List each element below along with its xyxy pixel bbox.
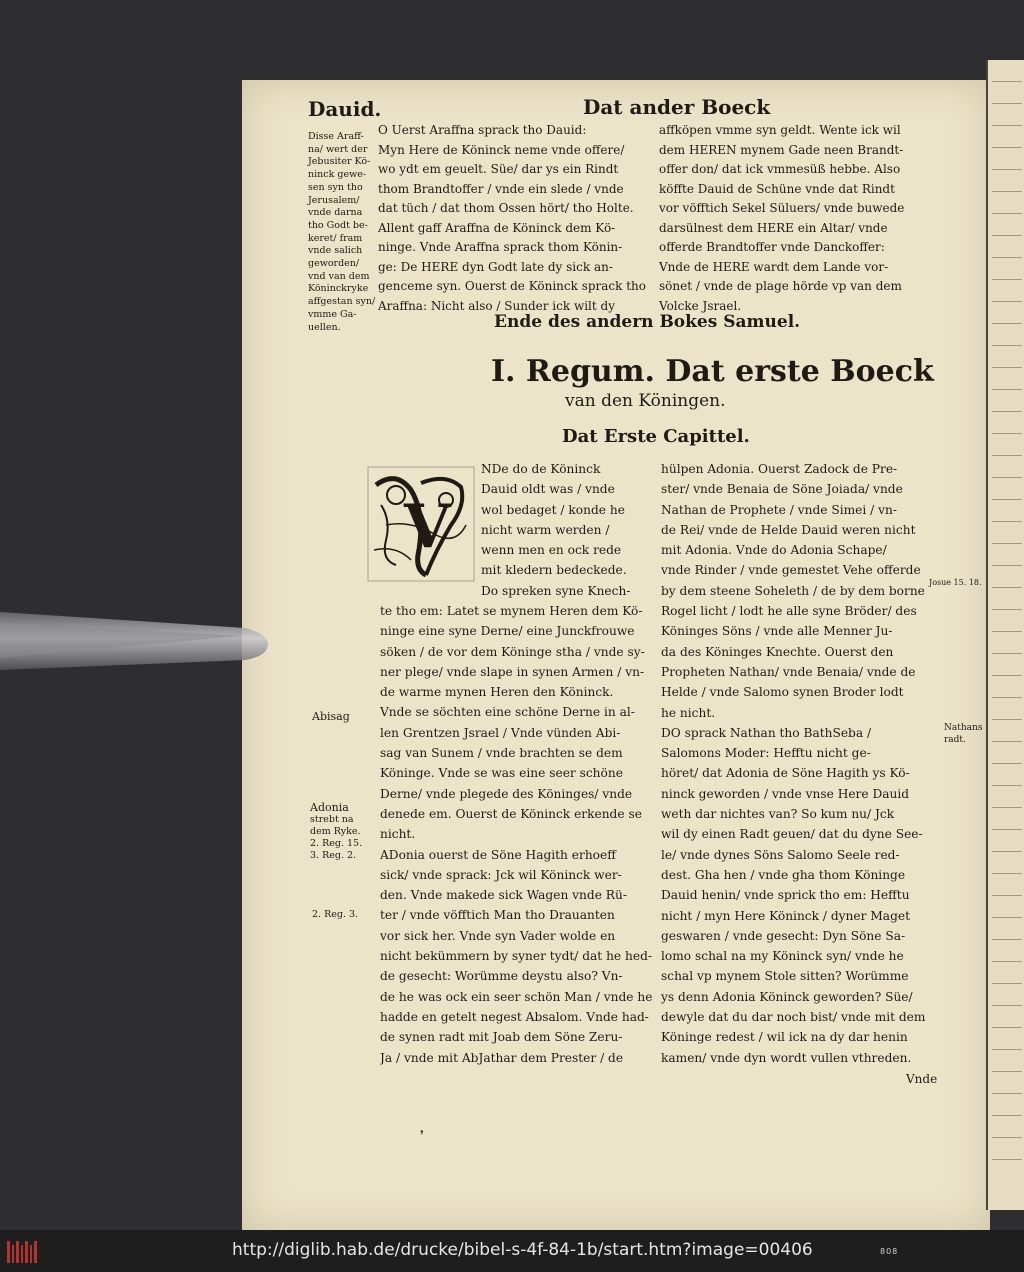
margin-note-araffna: Disse Araff- na/ wert der Jebusiter Kö- ninck gewe- sen syn tho Jerusalem/ vnde darna tho Godt be- keret/ fram vnde salich geworden/ vnd van dem Köninckryke affgestan syn/ vmme Ga- uellen.: [308, 131, 376, 333]
margin-note-2reg3: 2. Reg. 3.: [312, 909, 359, 920]
left-column-body: te tho em: Latet se mynem Heren dem Kö- ninge eine syne Derne/ eine Junckfrouwe söken / de vor dem Köninge stha / vnde sy- ner plege/ vnde slape in synen Armen / vn- de warme mynen Heren den Köninck. Vnde se söchten eine schöne Derne in al- len Grentzen Jsrael / Vnde vünden Abi- sag van Sunem / vnde brachten se dem Köninge. Vnde se was eine seer schöne Derne/ vnde plegede des Köninges/ vnde denede em. Ouerst de Köninck erkende se nicht. ADonia ouerst de Söne Hagith erhoeff sick/ vnde sprack: Jck wil Köninck wer- den. Vnde makede sick Wagen vnde Rü- ter / vnde vöfftich Man tho Drauanten vor sick her. Vnde syn Vader wolde en nicht bekümmern by syner tydt/ dat he hed- de gesecht: Worümme deystu also? Vn- de he was ock ein seer schön Man / vnde he hadde en getelt negest Absalom. Vnde had- de synen radt mit Joab dem Söne Zeru- Ja / vnde mit AbJathar dem Prester / de: [380, 604, 653, 1065]
running-head-left: Dauid.: [308, 97, 382, 121]
margin-note-josue: Josue 15. 18.: [929, 578, 982, 587]
page-indicator: 808: [880, 1247, 899, 1256]
page-folder-clip: [0, 600, 270, 680]
chapter-title: Dat Erste Capittel.: [562, 426, 750, 447]
right-column-body: hülpen Adonia. Ouerst Zadock de Pre- ster/ vnde Benaia de Söne Joiada/ vnde Nathan de Prophete / vnde Simei / vn- de Rei/ vnde de Helde Dauid weren nicht mit Adonia. Vnde do Adonia Schape/ vnde Rinder / vnde gemestet Vehe offerde by dem steene Soheleth / de by dem borne Rogel licht / lodt he alle syne Bröder/ des Köninges Söns / vnde alle Menner Ju- da des Köninges Knechte. Ouerst den Propheten Nathan/ vnde Benaia/ vnde de Helde / vnde Salomo synen Broder lodt he nicht. DO sprack Nathan tho BathSeba / Salomons Moder: Hefftu nicht ge- höret/ dat Adonia de Söne Hagith ys Kö- ninck geworden / vnde vnse Here Dauid weth dar nichtes van? So kum nu/ Jck wil dy einen Radt geuen/ dat du dyne See- le/ vnde dynes Söns Salomo Seele red- dest. Gha hen / vnde gha thom Köninge Dauid henin/ vnde sprick tho em: Hefftu nicht / myn Here Köninck / dyner Maget geswaren / vnde gesecht: Dyn Söne Sa- lomo schal na my Köninck syn/ vnde he schal vp mynem Stole sitten? Worümme ys denn Adonia Köninck geworden? Süe/ dewyle dat du dar noch bist/ vnde mit dem Köninge redest / wil ick na dy dar henin kamen/ vnde dyn wordt vullen vthreden.: [661, 462, 926, 1065]
left-column-first-lines: NDe do de Köninck Dauid oldt was / vnde wol bedaget / konde he nicht warm werden / wenn men en ock rede mit kledern bedeckede. Do spreken syne Knech-: [481, 462, 631, 598]
top-left-column: O Uerst Araffna sprack tho Dauid: Myn Here de Köninck neme vnde offere/ wo ydt em geuelt. Süe/ dar ys ein Rindt thom Brandtoffer / vnde ein slede / vnde dat tüch / dat thom Ossen hört/ tho Holte. Allent gaff Araffna de Köninck dem Kö- ninge. Vnde Araffna sprack thom Könin- ge: De HERE dyn Godt late dy sick an- genceme syn. Ouerst de Köninck sprack tho Araffna: Nicht also / Sunder ick wilt dy: [378, 123, 647, 313]
margin-note-abisag: Abisag: [312, 710, 350, 723]
top-right-column: affköpen vmme syn geldt. Wente ick wil dem HEREN mynem Gade neen Brandt- offer don/ dat ick vmmesüß hebbe. Also köffte Dauid de Schüne vnde dat Rindt vor vöfftich Sekel Süluers/ vnde buwede darsülnest dem HERE ein Altar/ vnde offerde Brandtoffer vnde Danckoffer: Vnde de HERE wardt dem Lande vor- sönet / vnde de plage hörde vp van dem Volcke Jsrael.: [659, 123, 905, 313]
margin-note-adonia: Adonia strebt na dem Ryke. 2. Reg. 15. 3. Reg. 2.: [310, 801, 363, 861]
initial-letter-glyph: V: [404, 492, 451, 562]
library-logo-icon[interactable]: [4, 1236, 42, 1268]
book-title: I. Regum. Dat erste Boeck: [491, 354, 934, 389]
page-url[interactable]: http://diglib.hab.de/drucke/bibel-s-4f-84-1b/start.htm?image=00406: [232, 1240, 813, 1260]
margin-note-nathan: Nathans radt.: [944, 723, 983, 745]
decorated-initial: [366, 465, 476, 583]
book-subtitle: van den Köningen.: [565, 391, 726, 411]
catchword: Vnde: [906, 1072, 938, 1086]
page-speck: ❜: [420, 1128, 424, 1142]
end-of-book-line: Ende des andern Bokes Samuel.: [494, 312, 801, 332]
running-head-title: Dat ander Boeck: [583, 95, 771, 119]
adjacent-page-edge: [986, 60, 1024, 1210]
